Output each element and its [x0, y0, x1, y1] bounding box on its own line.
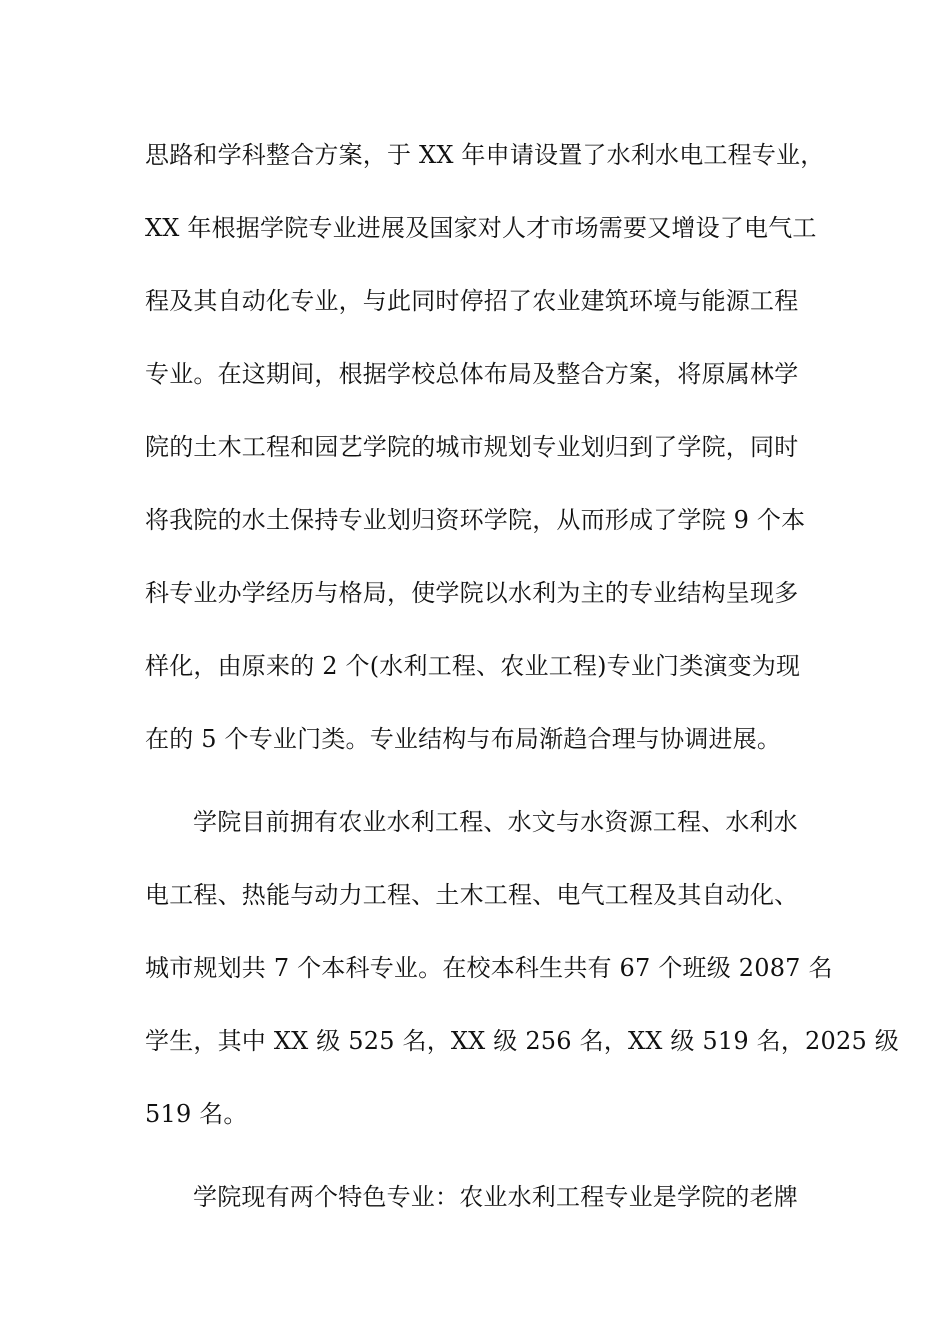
text-line: 思路和学科整合方案，于 XX 年申请设置了水利水电工程专业， [145, 141, 825, 169]
text-line: 学生，其中 XX 级 525 名，XX 级 256 名，XX 级 519 名，2025 级 [145, 1027, 899, 1055]
text-line: 电工程、热能与动力工程、土木工程、电气工程及其自动化、 [145, 881, 799, 909]
paragraph-first-line: 学院目前拥有农业水利工程、水文与水资源工程、水利水 [193, 808, 798, 836]
text-line: 专业。在这期间，根据学校总体布局及整合方案，将原属林学 [145, 360, 799, 388]
text-line: 程及其自动化专业，与此同时停招了农业建筑环境与能源工程 [145, 287, 799, 315]
text-line: XX 年根据学院专业进展及国家对人才市场需要又增设了电气工 [145, 214, 817, 242]
text-line: 院的土木工程和园艺学院的城市规划专业划归到了学院，同时 [145, 433, 799, 461]
text-line: 在的 5 个专业门类。专业结构与布局渐趋合理与协调进展。 [145, 725, 782, 753]
text-line: 科专业办学经历与格局，使学院以水利为主的专业结构呈现多 [145, 579, 799, 607]
text-line: 519 名。 [145, 1100, 248, 1128]
text-line: 样化，由原来的 2 个(水利工程、农业工程)专业门类演变为现 [145, 652, 801, 680]
text-line: 将我院的水土保持专业划归资环学院，从而形成了学院 9 个本 [145, 506, 806, 534]
paragraph-first-line: 学院现有两个特色专业：农业水利工程专业是学院的老牌 [193, 1183, 798, 1211]
text-line: 城市规划共 7 个本科专业。在校本科生共有 67 个班级 2087 名 [145, 954, 833, 982]
